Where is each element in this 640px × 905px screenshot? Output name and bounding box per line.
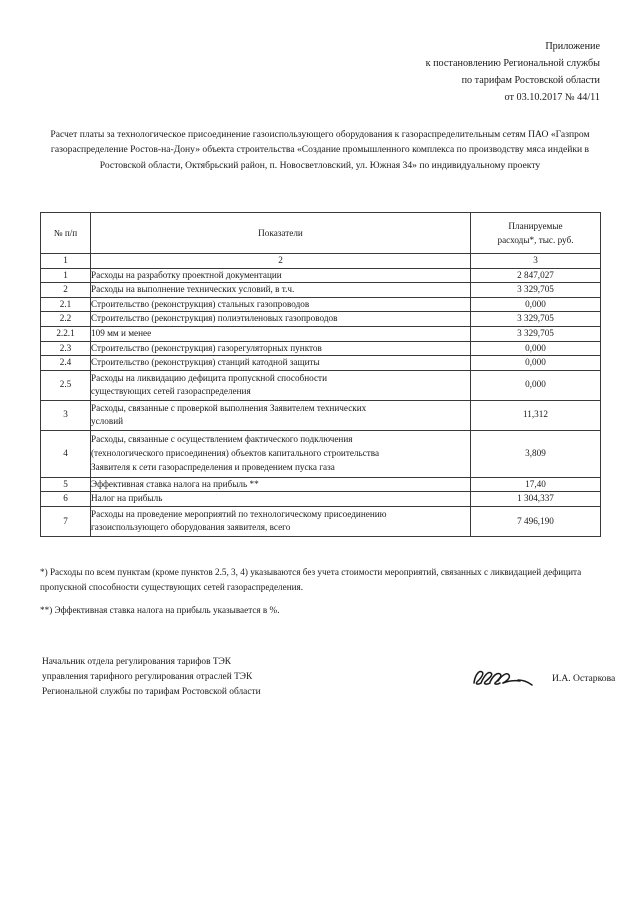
- row-value: 0,000: [471, 341, 601, 356]
- row-description: [91, 430, 471, 477]
- header-line-appendix: Приложение: [545, 41, 600, 52]
- row-number: 5: [41, 477, 91, 492]
- table-row: [41, 283, 601, 298]
- footnote-costs-note: *) Расходы по всем пунктам (кроме пунктов 2.5, 3, 4) указываются без учета стоимости мероприятий, связанных с ликвидацией дефицита пропускной способности существующих сетей газораспределения.: [40, 567, 582, 592]
- table-row: [41, 492, 601, 507]
- signatory-role-line: Региональной службы по тарифам Ростовской области: [42, 687, 261, 698]
- row-description-line: Расходы на ликвидацию дефицита пропускной способности: [91, 372, 327, 383]
- numbering-col1: 1: [41, 254, 91, 269]
- table-row: [41, 430, 601, 477]
- signatory-role: [42, 655, 261, 701]
- column-header-planned-costs-line1: Планируемые: [508, 221, 563, 231]
- row-value: 17,40: [471, 477, 601, 492]
- row-description-line: Расходы, связанные с проверкой выполнения Заявителем технических: [91, 402, 367, 413]
- table-numbering-row: [41, 254, 601, 269]
- row-description: [91, 506, 471, 536]
- row-description: [91, 326, 471, 341]
- row-description-line: газоиспользующего оборудования заявителя, всего: [91, 522, 291, 533]
- table-row: [41, 370, 601, 400]
- row-number: 2.4: [41, 356, 91, 371]
- row-description-line: (технологического присоединения) объектов капитального строительства: [91, 447, 380, 458]
- row-description: [91, 341, 471, 356]
- row-description-line: Налог на прибыль: [91, 493, 163, 504]
- row-description: [91, 400, 471, 430]
- header-line-date-number: от 03.10.2017 № 44/11: [504, 92, 600, 103]
- row-description: [91, 370, 471, 400]
- footnote-tax-rate-note: **) Эффективная ставка налога на прибыль указывается в %.: [40, 605, 280, 616]
- row-description: [91, 312, 471, 327]
- row-number: 6: [41, 492, 91, 507]
- row-value: 0,000: [471, 370, 601, 400]
- row-description-line: 109 мм и менее: [91, 327, 152, 338]
- page-title: Расчет платы за технологическое присоединение газоиспользующего оборудования к газораспределительным сетям ПАО «Газпром газораспределение Ростов-на-Дону» объекта строительства «Создание промышленного комплекса по производству мяса индейки в Ростовской области, Октябрьский район, п. Новосветловский, ул. Южная 34» по индивидуальному проекту: [50, 129, 590, 171]
- row-description-line: Строительство (реконструкция) стальных газопроводов: [91, 298, 310, 309]
- row-description-line: Строительство (реконструкция) станций катодной защиты: [91, 357, 320, 368]
- table-row: [41, 341, 601, 356]
- row-number: 2.1: [41, 297, 91, 312]
- numbering-col2: 2: [91, 254, 471, 269]
- numbering-col3: 3: [471, 254, 601, 269]
- signatory-role-line: управления тарифного регулирования отраслей ТЭК: [42, 672, 253, 683]
- row-number: 3: [41, 400, 91, 430]
- table-row: [41, 297, 601, 312]
- row-value: 3 329,705: [471, 312, 601, 327]
- row-value: 2 847,027: [471, 268, 601, 283]
- header-line-authority: по тарифам Ростовской области: [461, 75, 600, 86]
- row-value: 0,000: [471, 356, 601, 371]
- handwritten-signature-icon: [470, 667, 542, 691]
- column-header-planned-costs: [471, 213, 601, 254]
- table-row: [41, 326, 601, 341]
- row-description: [91, 356, 471, 371]
- row-description-line: Строительство (реконструкция) полиэтиленовых газопроводов: [91, 313, 338, 324]
- row-description-line: условий: [91, 416, 124, 427]
- row-value: 11,312: [471, 400, 601, 430]
- signature-block: [40, 655, 616, 715]
- row-number: 2.3: [41, 341, 91, 356]
- table-row: [41, 356, 601, 371]
- row-description-line: Расходы на разработку проектной документации: [91, 269, 282, 280]
- signatory-role-line: Начальник отдела регулирования тарифов ТЭК: [42, 657, 232, 667]
- header-line-decree: к постановлению Региональной службы: [425, 58, 600, 69]
- table-row: [41, 312, 601, 327]
- table-header-row: [41, 213, 601, 254]
- row-description-line: существующих сетей газораспределения: [91, 386, 251, 397]
- table-row: [41, 506, 601, 536]
- row-number: 2: [41, 283, 91, 298]
- row-number: 4: [41, 430, 91, 477]
- row-description: [91, 283, 471, 298]
- row-description-line: Расходы на проведение мероприятий по технологическому присоединению: [91, 508, 387, 519]
- row-description: [91, 492, 471, 507]
- row-description: [91, 268, 471, 283]
- row-value: 3 329,705: [471, 283, 601, 298]
- column-header-indicators: Показатели: [91, 213, 471, 254]
- column-header-planned-costs-line2: расходы*, тыс. руб.: [497, 235, 574, 245]
- row-value: 3,809: [471, 430, 601, 477]
- row-number: 2.5: [41, 370, 91, 400]
- row-value: 0,000: [471, 297, 601, 312]
- footnotes: [40, 565, 600, 618]
- row-value: 1 304,337: [471, 492, 601, 507]
- row-description-line: Расходы на выполнение технических условий, в т.ч.: [91, 284, 295, 295]
- row-description-line: Эффективная ставка налога на прибыль **: [91, 478, 259, 489]
- table-row: [41, 268, 601, 283]
- row-number: 7: [41, 506, 91, 536]
- calculation-table: [40, 212, 601, 537]
- row-description: [91, 297, 471, 312]
- row-number: 2.2.1: [41, 326, 91, 341]
- row-value: 3 329,705: [471, 326, 601, 341]
- row-description: [91, 477, 471, 492]
- row-description-line: Строительство (реконструкция) газорегуляторных пунктов: [91, 342, 322, 353]
- table-row: [41, 477, 601, 492]
- row-number: 2.2: [41, 312, 91, 327]
- row-number: 1: [41, 268, 91, 283]
- signatory-name: И.А. Остаркова: [552, 673, 616, 684]
- row-description-line: Заявителя к сети газораспределения и проведением пуска газа: [91, 461, 335, 472]
- row-description-line: Расходы, связанные с осуществлением фактического подключения: [91, 434, 353, 445]
- row-value: 7 496,190: [471, 506, 601, 536]
- column-header-number: № п/п: [41, 213, 91, 254]
- table-row: [41, 400, 601, 430]
- document-header: [270, 38, 600, 106]
